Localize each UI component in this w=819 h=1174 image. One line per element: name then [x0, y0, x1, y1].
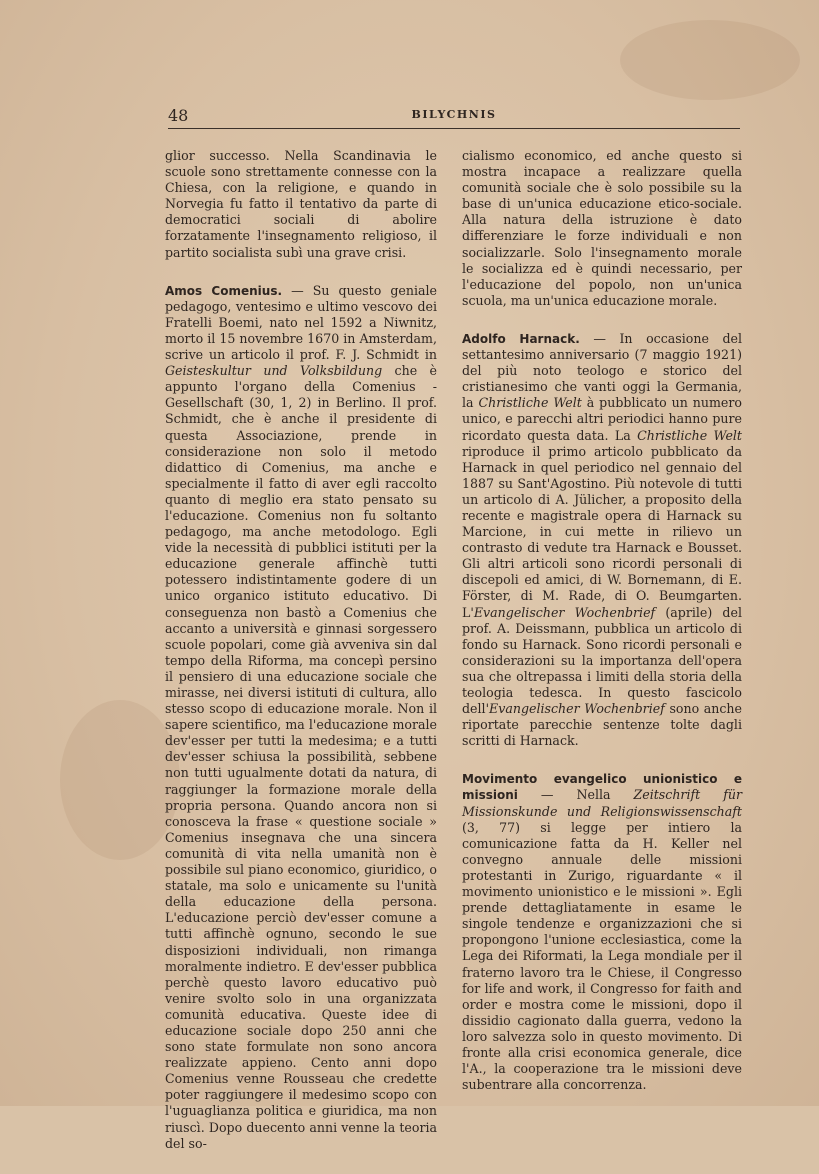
- right-column: [462, 148, 742, 1115]
- harnack-text-c: riproduce il primo articolo pubblicato da Harnack in quel periodico nel gennaio del 1887 su Sant'Agostino. Più notevole di tutti un articolo di A. Jülicher, a proposito della recente e magistrale opera di Harnack su Marcione, in cui mette in rilievo un contrasto di vedute tra Harnack e Bousset. Gli altri articoli sono ricordi personali di discepoli ed amici, di W. Bornemann, di E. Förster, di M. Rade, di O. Beumgarten. L': [462, 443, 742, 620]
- movimento-journal-title: Zeitschrift für Missionskunde und Religionswissenschaft: [462, 787, 742, 819]
- paragraph-harnack: [462, 331, 742, 749]
- harnack-text-d: (aprile) del prof. A. Deissmann, pubblica un articolo di fondo su Harnack. Sono ricordi personali e considerazioni su la importanza dell'opera sua che oltrepassa i limiti della storia della teologia tedesca. In questo fascicolo dell': [462, 604, 742, 717]
- page-header: [168, 104, 740, 128]
- harnack-italic-c: Evangelischer Wochenbrief: [473, 604, 656, 620]
- paragraph-socialismo: cialismo economico, ed anche questo si mostra incapace a realizzare quella comunità sociale che è solo possibile su la base di un'unica educazione etico-sociale. Alla natura della istruzione è dato differenziare le forze individuali e non socializzarle. Solo l'insegnamento morale le socializza ed è quindi necessario, per l'educazione del popolo, non un'unica scuola, ma un'unica educazione morale.: [462, 148, 742, 308]
- comenius-text-a: — Su questo geniale pedagogo, ventesimo e ultimo vescovo dei Fratelli Boemi, nato nel 1592 a Niwnitz, morto il 15 novembre 1670 in Amsterdam, scrive un articolo il prof. F. J. Schmidt in: [165, 282, 437, 363]
- header-rule: [168, 128, 740, 129]
- paragraph-movimento: [462, 771, 742, 1093]
- page-number: 48: [168, 106, 189, 125]
- running-head: BILYCHNIS: [411, 108, 497, 121]
- section-heading-movimento: Movimento evangelico unionistico e missioni: [462, 772, 742, 803]
- harnack-text-a: — In occasione del settantesimo anniversario (7 maggio 1921) del più noto teologo e storico del cristianesimo che vanti oggi la Germania, la: [462, 330, 742, 411]
- section-heading-harnack: Adolfo Harnack.: [462, 331, 580, 346]
- harnack-text-e: sono anche riportate parecchie sentenze tolte dagli scritti di Harnack.: [462, 701, 742, 749]
- harnack-italic-a: Christliche Welt: [478, 395, 582, 411]
- paragraph-comenius: [165, 283, 437, 1152]
- comenius-journal-title: Geisteskultur und Volksbildung: [165, 363, 383, 379]
- harnack-italic-b: Christliche Welt: [637, 427, 742, 443]
- paper-stain: [60, 700, 180, 860]
- paragraph-scandinavia: glior successo. Nella Scandinavia le scuole sono strettamente connesse con la Chiesa, con la religione, e quando in Norvegia fu fatto il tentativo da parte di democratici sociali di abolire forzatamente l'insegnamento religioso, il partito socialista subì una grave crisi.: [165, 148, 437, 260]
- left-column: [165, 148, 437, 1174]
- movimento-text-a: — Nella: [517, 787, 634, 803]
- paper-stain: [620, 20, 800, 100]
- harnack-text-b: à pubblicato un numero unico, e parecchi altri periodici hanno pure ricordato questa data. La: [462, 395, 742, 443]
- comenius-text-b: che è appunto l'organo della Comenius - Gesellschaft (30, 1, 2) in Berlino. Il prof. Schmidt, che è anche il presidente di questa Associazione, prende in considerazione non solo il metodo didattico di Comenius, ma anche e specialmente il fatto di aver egli raccolto quanto di meglio era stato pensato su l'educazione. Comenius non fu soltanto pedagogo, ma anche metodologo. Egli vide la necessità di pubblici istituti per la educazione generale affinchè tutti potessero indistintamente godere di un unico organico istituto educativo. Di conseguenza non bastò a Comenius che accanto a università e ginnasi sorgessero scuole popolari, come già avveniva sin dal tempo della Riforma, ma concepì persino il pensiero di una educazione sociale che mirasse, nei diversi istituti di cultura, allo stesso scopo di educazione morale. Non il sapere scientifico, ma l'educazione morale dev'esser per tutti la medesima; e a tutti dev'esser schiusa la possibilità, sebbene non tutti ugualmente dotati da natura, di raggiunger la formazione morale della propria persona. Quando ancora non si conosceva la frase « questione sociale » Comenius insegnava che una sincera comunità di vita nella umanità non è possibile sul piano economico, giuridico, o statale, ma solo e unicamente su l'unità della educazione della persona. L'educazione perciò dev'esser comune a tutti affinchè ognuno, secondo le sue disposizioni individuali, non rimanga moralmente indietro. E dev'esser pubblica perchè questo lavoro educativo può venire svolto solo in una organizzata comunità educativa. Queste idee di educazione sociale dopo 250 anni che sono state formulate non sono ancora realizzate appieno. Cento anni dopo Comenius venne Rousseau che credette poter raggiungere il medesimo scopo con l'uguaglianza politica e giuridica, ma non riuscì. Dopo duecento anni venne la teoria del so-: [165, 363, 438, 1151]
- section-heading-comenius: Amos Comenius.: [165, 283, 283, 298]
- harnack-italic-d: Evangelischer Wochenbrief: [489, 701, 665, 717]
- movimento-text-b: (3, 77) si legge per intiero la comunicazione fatta da H. Keller nel convegno annuale delle missioni protestanti in Zurigo, riguardante « il movimento unionistico e le missioni ». Egli prende dettagliatamente in esame le singole tendenze e organizzazioni che si propongono l'unione ecclesiastica, come la Lega dei Riformati, la Lega mondiale per il fraterno lavoro tra le Chiese, il Congresso for life and work, il Congresso for faith and order e mostra come le missioni, dopo il dissidio cagionato dalla guerra, vedono la loro salvezza solo in questo movimento. Di fronte alla crisi economica generale, dice l'A., la cooperazione tra le missioni deve subentrare alla concorrenza.: [462, 819, 742, 1093]
